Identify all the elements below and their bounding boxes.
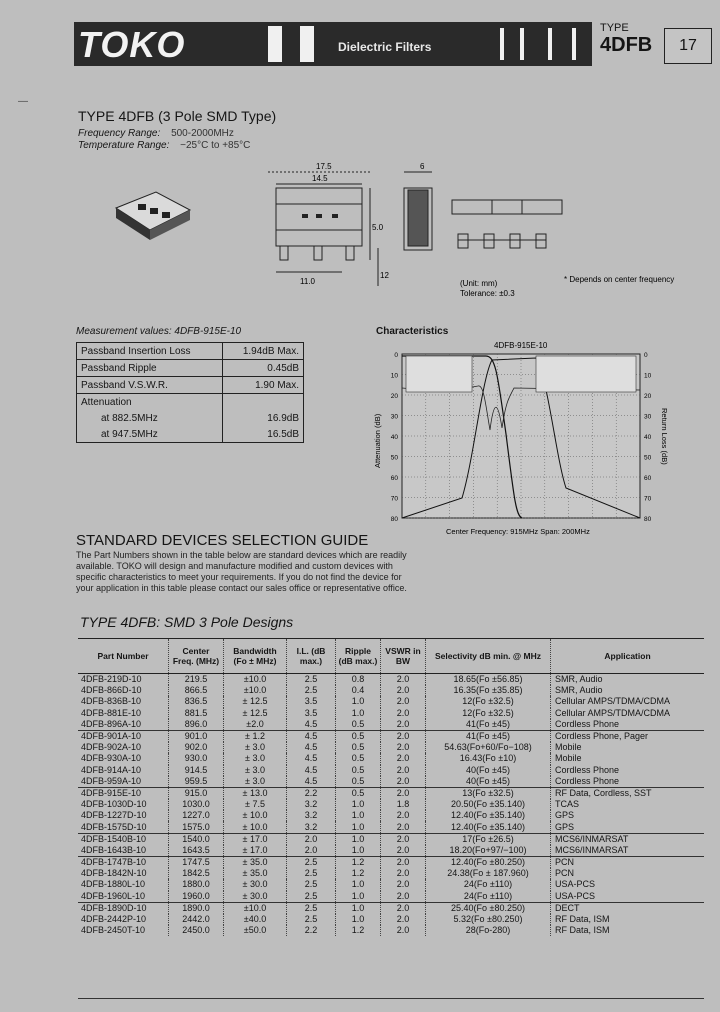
il-cell: 2.0 [287,845,336,857]
selectivity-cell: 13(Fo ±32.5) [426,787,551,799]
center-freq-cell: 959.5 [169,776,224,788]
header-bar [572,28,576,60]
measurement-row [77,410,304,426]
y-tick-right: 0 [644,352,648,359]
table-row [78,674,704,686]
dim-label: 11.0 [300,277,315,286]
table-row [78,799,704,810]
application-cell: Cordless Phone [551,776,705,788]
bandwidth-cell: ± 35.0 [224,857,287,869]
application-cell: Mobile [551,742,705,753]
dim-label: 5.0 [372,223,384,232]
center-freq-cell: 915.0 [169,787,224,799]
part-number-cell: 4DFB-1575D-10 [81,821,147,832]
application-cell: Cellular AMPS/TDMA/CDMA [551,708,705,719]
ripple-cell: 1.2 [336,857,381,869]
application-cell: Cellular AMPS/TDMA/CDMA [551,696,705,707]
ripple-cell: 1.0 [336,821,381,833]
ripple-cell: 1.0 [336,902,381,914]
measurement-value: 0.45dB [223,360,304,377]
il-cell: 2.5 [287,868,336,879]
y-tick-left: 0 [394,352,398,359]
center-freq-cell: 1575.0 [169,821,224,833]
dimension-drawing [262,160,702,300]
center-freq-cell: 881.5 [169,708,224,719]
selectivity-cell: 16.35(Fo ±35.85) [426,685,551,696]
header-bar [548,28,552,60]
selectivity-cell: 40(Fo ±45) [426,776,551,788]
y-axis-label-right: Return Loss (dB) [660,408,669,465]
y-tick-left: 80 [390,516,398,523]
application-cell: PCN [551,868,705,879]
y-tick-left: 60 [390,475,398,482]
margin-mark: — [18,96,28,107]
selectivity-cell: 18.20(Fo+97/−100) [426,845,551,857]
ripple-cell: 1.2 [336,868,381,879]
table-row [78,891,704,903]
application-cell: Mobile [551,753,705,764]
bandwidth-cell: ±50.0 [224,925,287,936]
ripple-cell: 0.5 [336,765,381,776]
selectivity-cell: 25.40(Fo ±80.250) [426,902,551,914]
ripple-cell: 1.0 [336,833,381,845]
center-freq-cell: 1540.0 [169,833,224,845]
table-row [78,902,704,914]
il-cell: 3.2 [287,821,336,833]
column-header: I.L. (dB max.) [287,639,336,674]
table-row [78,925,704,936]
il-cell: 4.5 [287,765,336,776]
il-cell: 4.5 [287,753,336,764]
frequency-range [78,128,234,139]
dim-label: 6 [420,162,425,171]
vswr-cell: 2.0 [381,787,426,799]
application-cell: SMR, Audio [551,674,705,686]
column-header: Bandwidth (Fo ± MHz) [224,639,287,674]
part-number-cell: 4DFB-902A-10 [81,742,142,753]
application-cell: Cordless Phone [551,765,705,776]
center-freq-cell: 930.0 [169,753,224,764]
guide-title: STANDARD DEVICES SELECTION GUIDE [76,532,369,549]
measurement-row [77,426,304,443]
measurement-label: at 882.5MHz [77,410,223,426]
center-freq-cell: 2442.0 [169,914,224,925]
ripple-cell: 0.8 [336,674,381,686]
il-cell: 4.5 [287,719,336,731]
type-name: 4DFB [600,34,653,56]
selectivity-cell: 12.40(Fo ±35.140) [426,810,551,821]
vswr-cell: 2.0 [381,891,426,903]
part-number-cell: 4DFB-914A-10 [81,764,142,775]
ripple-cell: 1.0 [336,810,381,821]
selectivity-cell: 41(Fo ±45) [426,730,551,742]
ripple-cell: 0.5 [336,719,381,731]
table-row [78,879,704,890]
part-number-cell: 4DFB-1890D-10 [78,902,169,914]
center-freq-cell: 1227.0 [169,810,224,821]
measurement-value [223,394,304,411]
ripple-cell: 0.5 [336,776,381,788]
application-cell: USA-PCS [551,891,705,903]
part-number-cell: 4DFB-219D-10 [81,674,142,685]
center-freq-cell: 901.0 [169,730,224,742]
vswr-cell: 2.0 [381,879,426,890]
y-tick-left: 30 [390,413,398,421]
application-cell: DECT [551,902,705,914]
vswr-cell: 2.0 [381,776,426,788]
table-row [78,776,704,788]
vswr-cell: 2.0 [381,730,426,742]
application-cell: TCAS [551,799,705,810]
ripple-cell: 1.0 [336,891,381,903]
table-row [78,730,704,742]
table-row [78,833,704,845]
measurement-value: 16.5dB [223,426,304,443]
measurement-label: Passband Insertion Loss [77,343,223,360]
vswr-cell: 2.0 [381,708,426,719]
application-cell: RF Data, ISM [551,925,705,936]
center-freq-cell: 896.0 [169,719,224,731]
ripple-cell: 0.5 [336,730,381,742]
part-number-cell: 4DFB-1880L-10 [81,879,146,890]
selectivity-cell: 24(Fo ±110) [426,879,551,890]
bandwidth-cell: ± 30.0 [224,891,287,903]
il-cell: 2.5 [287,685,336,696]
part-number-cell: 4DFB-1227D-10 [81,810,147,821]
toko-logo: TOKO [78,24,186,65]
vswr-cell: 2.0 [381,685,426,696]
unit-note: (Unit: mm) [460,279,498,288]
y-tick-right: 60 [644,475,652,482]
center-freq-cell: 219.5 [169,674,224,686]
table-row [78,845,704,857]
vswr-cell: 2.0 [381,845,426,857]
table-row [78,742,704,753]
column-header: Part Number [97,651,149,661]
page-number: 17 [664,28,712,64]
column-header: Ripple (dB max.) [336,639,381,674]
part-number-cell: 4DFB-1747B-10 [78,857,169,869]
selectivity-cell: 12.40(Fo ±80.250) [426,857,551,869]
ripple-cell: 1.0 [336,914,381,925]
bandwidth-cell: ± 12.5 [224,708,287,719]
il-cell: 4.5 [287,730,336,742]
bandwidth-cell: ± 3.0 [224,753,287,764]
selectivity-cell: 12(Fo ±32.5) [426,696,551,707]
part-number-cell: 4DFB-2442P-10 [81,914,147,925]
y-tick-left: 70 [390,495,398,503]
ripple-cell: 1.0 [336,845,381,857]
application-cell: SMR, Audio [551,685,705,696]
vswr-cell: 2.0 [381,810,426,821]
frequency-label: Frequency Range: [78,128,161,139]
bandwidth-cell: ±2.0 [224,719,287,731]
center-freq-cell: 1030.0 [169,799,224,810]
vswr-cell: 2.0 [381,821,426,833]
product-photo [110,186,194,242]
y-tick-right: 80 [644,516,652,523]
dim-label: 12 [380,271,389,280]
il-cell: 4.5 [287,742,336,753]
vswr-cell: 2.0 [381,925,426,936]
y-axis-label-left: Attenuation (dB) [373,413,382,468]
selectivity-cell: 5.32(Fo ±80.250) [426,914,551,925]
bandwidth-cell: ± 10.0 [224,810,287,821]
il-cell: 3.2 [287,799,336,810]
part-number-cell: 4DFB-1030D-10 [81,799,147,810]
measurement-row [77,377,304,394]
center-freq-cell: 1643.5 [169,845,224,857]
vswr-cell: 2.0 [381,902,426,914]
selectivity-cell: 12.40(Fo ±35.140) [426,821,551,833]
dim-label: 17.5 [316,162,332,171]
table-header-row [78,639,704,674]
application-cell: PCN [551,857,705,869]
measurement-value: 1.90 Max. [223,377,304,394]
measurement-row [77,394,304,411]
vswr-cell: 2.0 [381,696,426,707]
center-freq-cell: 2450.0 [169,925,224,936]
footer-rule [78,998,704,999]
bandwidth-cell: ±10.0 [224,685,287,696]
table-row [78,753,704,764]
ripple-cell: 1.0 [336,708,381,719]
page-title: TYPE 4DFB (3 Pole SMD Type) [78,108,277,124]
il-cell: 2.2 [287,925,336,936]
ripple-cell: 0.5 [336,787,381,799]
il-cell: 2.5 [287,674,336,686]
part-number-cell: 4DFB-1960L-10 [81,890,146,901]
frequency-value: 500-2000MHz [171,128,234,139]
ripple-cell: 0.5 [336,742,381,753]
il-cell: 2.5 [287,857,336,869]
selectivity-cell: 24(Fo ±110) [426,891,551,903]
tolerance-note: Tolerance: ±0.3 [460,289,515,298]
part-number-cell: 4DFB-2450T-10 [81,925,146,936]
temperature-value: −25°C to +85°C [180,140,251,151]
selectivity-cell: 54.63(Fo+60/Fo−108) [426,742,551,753]
table-row [78,685,704,696]
x-axis-label: Center Frequency: 915MHz Span: 200MHz [446,527,590,536]
il-cell: 3.2 [287,810,336,821]
table-row [78,719,704,731]
measurement-value: 1.94dB Max. [223,343,304,360]
measurement-row [77,343,304,360]
il-cell: 2.5 [287,902,336,914]
center-freq-cell: 1880.0 [169,879,224,890]
header-bar [520,28,524,60]
y-tick-right: 50 [644,454,652,462]
vswr-cell: 2.0 [381,742,426,753]
il-cell: 2.5 [287,914,336,925]
vswr-cell: 2.0 [381,868,426,879]
y-tick-right: 30 [644,413,652,421]
y-tick-right: 20 [644,393,652,400]
vswr-cell: 2.0 [381,753,426,764]
vswr-cell: 2.0 [381,719,426,731]
measurement-label: Passband Ripple [77,360,223,377]
header-bar [500,28,504,60]
part-number-cell: 4DFB-930A-10 [81,753,142,764]
header-bar [300,26,314,62]
vswr-cell: 1.8 [381,799,426,810]
table-row [78,821,704,833]
measurement-caption: Measurement values: 4DFB-915E-10 [76,326,242,337]
column-header: Center Freq. (MHz) [169,639,224,674]
bandwidth-cell: ± 13.0 [224,787,287,799]
selectivity-cell: 20.50(Fo ±35.140) [426,799,551,810]
center-freq-cell: 866.5 [169,685,224,696]
il-cell: 2.0 [287,833,336,845]
y-tick-left: 10 [390,372,398,380]
application-cell: GPS [551,810,705,821]
y-tick-right: 10 [644,372,652,380]
application-cell: MCS6/INMARSAT [551,833,705,845]
y-tick-left: 40 [390,434,398,441]
ripple-cell: 1.0 [336,799,381,810]
temperature-label: Temperature Range: [78,140,170,151]
table-row [78,708,704,719]
il-cell: 2.2 [287,787,336,799]
measurement-value: 16.9dB [223,410,304,426]
bandwidth-cell: ± 1.2 [224,730,287,742]
bandwidth-cell: ± 35.0 [224,868,287,879]
curve-label: 4DFB-915E-10 [494,341,548,350]
ripple-cell: 1.0 [336,879,381,890]
column-header: Application [551,639,705,674]
application-cell: Cordless Phone [551,719,705,731]
il-cell: 3.5 [287,708,336,719]
footnote: * Depends on center frequency [564,275,675,284]
selection-table [78,638,704,936]
column-header: Selectivity dB min. @ MHz [426,639,551,674]
selectivity-cell: 28(Fo-280) [426,925,551,936]
characteristics-title: Characteristics [376,326,449,337]
table-row [78,765,704,776]
table-row [78,787,704,799]
il-cell: 2.5 [287,879,336,890]
application-cell: RF Data, Cordless, SST [551,787,705,799]
application-cell: Cordless Phone, Pager [551,730,705,742]
y-tick-right: 70 [644,495,652,503]
bandwidth-cell: ± 3.0 [224,765,287,776]
center-freq-cell: 914.5 [169,765,224,776]
bandwidth-cell: ±10.0 [224,902,287,914]
header-subtitle: Dielectric Filters [338,40,432,54]
part-number-cell: 4DFB-836B-10 [81,696,142,707]
dim-label: 14.5 [312,174,328,183]
measurement-table [76,342,304,443]
part-number-cell: 4DFB-1540B-10 [78,833,169,845]
part-number-cell: 4DFB-881E-10 [81,707,142,718]
vswr-cell: 2.0 [381,857,426,869]
il-cell: 2.5 [287,891,336,903]
bandwidth-cell: ± 12.5 [224,696,287,707]
ripple-cell: 0.4 [336,685,381,696]
il-cell: 3.5 [287,696,336,707]
vswr-cell: 2.0 [381,833,426,845]
type-label: TYPE [600,22,629,34]
selectivity-cell: 40(Fo ±45) [426,765,551,776]
application-cell: RF Data, ISM [551,914,705,925]
bandwidth-cell: ± 30.0 [224,879,287,890]
table-row [78,914,704,925]
selectivity-cell: 41(Fo ±45) [426,719,551,731]
bandwidth-cell: ±10.0 [224,674,287,686]
vswr-cell: 2.0 [381,674,426,686]
vswr-cell: 2.0 [381,914,426,925]
table-row [78,810,704,821]
table-title: TYPE 4DFB: SMD 3 Pole Designs [80,614,294,630]
characteristics-chart [366,338,706,538]
header-bar [268,26,282,62]
center-freq-cell: 902.0 [169,742,224,753]
part-number-cell: 4DFB-901A-10 [78,730,169,742]
selectivity-cell: 18.65(Fo ±56.85) [426,674,551,686]
bandwidth-cell: ±40.0 [224,914,287,925]
column-header: VSWR in BW [381,639,426,674]
measurement-label: Attenuation [77,394,223,411]
part-number-cell: 4DFB-959A-10 [81,775,142,786]
ripple-cell: 1.0 [336,696,381,707]
center-freq-cell: 1960.0 [169,891,224,903]
part-number-cell: 4DFB-896A-10 [81,718,142,729]
measurement-row [77,360,304,377]
center-freq-cell: 1890.0 [169,902,224,914]
bandwidth-cell: ± 7.5 [224,799,287,810]
part-number-cell: 4DFB-866D-10 [81,685,142,696]
ripple-cell: 1.2 [336,925,381,936]
bandwidth-cell: ± 3.0 [224,742,287,753]
center-freq-cell: 836.5 [169,696,224,707]
application-cell: MCS6/INMARSAT [551,845,705,857]
measurement-label: at 947.5MHz [77,426,223,443]
table-row [78,696,704,707]
y-tick-left: 20 [390,393,398,400]
selectivity-cell: 24.38(Fo ± 187.960) [426,868,551,879]
il-cell: 4.5 [287,776,336,788]
bandwidth-cell: ± 17.0 [224,833,287,845]
bandwidth-cell: ± 3.0 [224,776,287,788]
bandwidth-cell: ± 17.0 [224,845,287,857]
center-freq-cell: 1747.5 [169,857,224,869]
selectivity-cell: 16.43(Fo ±10) [426,753,551,764]
center-freq-cell: 1842.5 [169,868,224,879]
vswr-cell: 2.0 [381,765,426,776]
guide-text: The Part Numbers shown in the table below are standard devices which are readily available. TOKO will design and manufacture modified and custom devices with specific characteristics to meet your requirements. If you do not find the device for your application in this table please contact our sales office or representative office. [76,550,407,593]
part-number-cell: 4DFB-1842N-10 [81,868,147,879]
selectivity-cell: 12(Fo ±32.5) [426,708,551,719]
table-row [78,857,704,869]
temperature-range [78,140,250,151]
selectivity-cell: 17(Fo ±26.5) [426,833,551,845]
bandwidth-cell: ± 10.0 [224,821,287,833]
ripple-cell: 0.5 [336,753,381,764]
table-row [78,868,704,879]
application-cell: USA-PCS [551,879,705,890]
measurement-label: Passband V.S.W.R. [77,377,223,394]
y-tick-right: 40 [644,434,652,441]
part-number-cell: 4DFB-1643B-10 [81,844,147,855]
y-tick-left: 50 [390,454,398,462]
part-number-cell: 4DFB-915E-10 [78,787,169,799]
application-cell: GPS [551,821,705,833]
